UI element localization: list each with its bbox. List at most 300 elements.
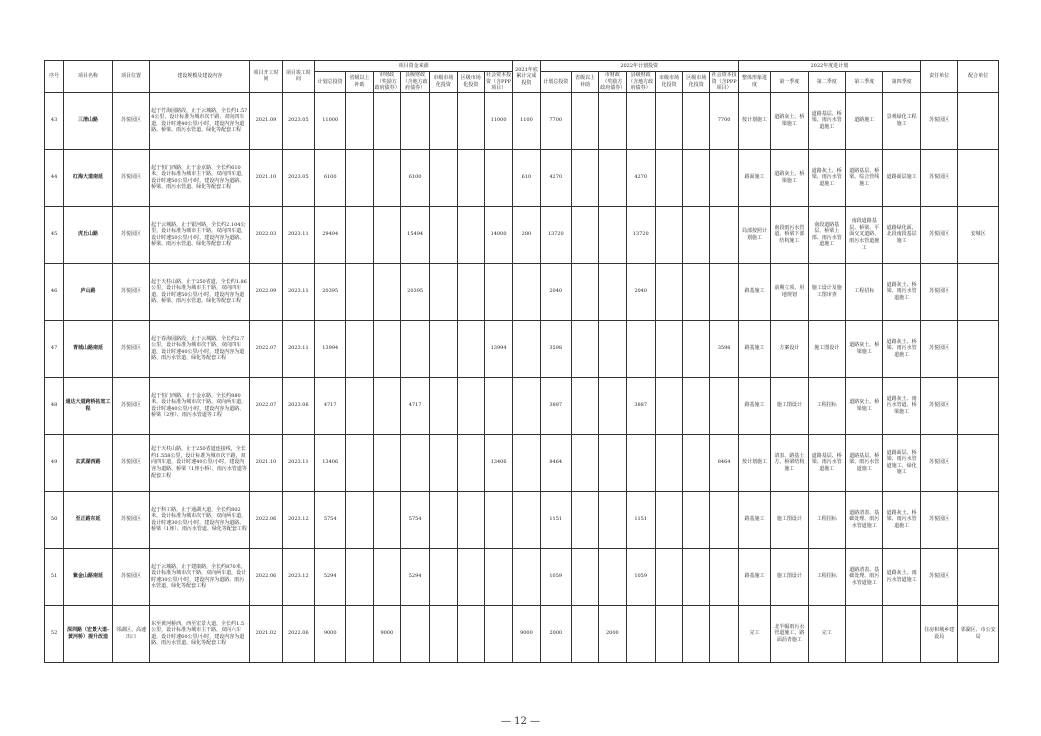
row-funding-4: [430, 548, 457, 605]
row-funding-6: [484, 149, 512, 206]
row-funding-2: [373, 263, 400, 320]
row-location: 苏悦园区: [112, 377, 149, 434]
row-plan-4: [655, 92, 682, 149]
row-scope: 起于竹海园路段，止于云城路，全长约1.574公里，设计标准为城市次干路，双向四车道，设计时速40公里/小时，建设内容为道路、桥梁、雨污水管道、绿化等配套工程: [150, 92, 250, 149]
row-completed: 1100: [513, 92, 540, 149]
row-progress-0: 按计划施工: [738, 434, 770, 491]
row-plan-0: 3598: [540, 320, 571, 377]
row-progress-0: 路基施工: [738, 548, 770, 605]
row-location: 苏悦园区: [112, 263, 149, 320]
row-start: 2022.06: [250, 491, 282, 548]
row-progress-4: 道路灰土、雨污水管道、桥梁施工: [883, 377, 920, 434]
row-scope: 起于云城路，止于建康路，全长约870米，设计标准为城市次干路，双向两车道，设计时速30公里/小时，建设内容为道路、雨污水管道、绿化等配套工程: [150, 548, 250, 605]
row-name: 玄武湖西路: [64, 434, 113, 491]
row-end: 2022.06: [282, 605, 314, 662]
row-start: 2022.06: [250, 548, 282, 605]
row-plan-2: [599, 149, 626, 206]
row-location: 苏悦园区: [112, 434, 149, 491]
row-cooperate: [958, 263, 999, 320]
row-plan-0: 4270: [540, 149, 571, 206]
row-progress-2: 完工: [808, 605, 845, 662]
row-funding-5: [457, 263, 484, 320]
row-progress-3: 工程招标: [846, 263, 883, 320]
row-plan-4: [655, 605, 682, 662]
row-plan-1: [571, 263, 598, 320]
row-seq: 48: [45, 377, 64, 434]
row-funding-1: [346, 434, 373, 491]
header-seq: 序号: [45, 61, 64, 93]
row-plan-4: [655, 434, 682, 491]
row-plan-3: [626, 320, 655, 377]
row-plan-3: 1059: [626, 548, 655, 605]
row-funding-1: [346, 320, 373, 377]
row-funding-0: 9000: [315, 605, 346, 662]
row-progress-4: 道路灰土、桥梁、雨污水管道施工: [883, 320, 920, 377]
row-plan-2: [599, 263, 626, 320]
row-funding-6: [484, 548, 512, 605]
row-plan-3: 2040: [626, 263, 655, 320]
header-responsible: 责任单位: [920, 61, 957, 93]
row-responsible: 苏悦园区: [920, 434, 957, 491]
row-progress-4: 道路面层施工: [883, 149, 920, 206]
row-funding-0: 13406: [315, 434, 346, 491]
row-cooperate: 安城区: [958, 206, 999, 263]
header-progress-4: 第四季度: [883, 72, 920, 93]
row-end: 2023.12: [282, 491, 314, 548]
row-funding-1: [346, 92, 373, 149]
row-plan-1: [571, 491, 598, 548]
row-start: 2022.03: [250, 206, 282, 263]
row-location: 苏悦园区: [112, 320, 149, 377]
row-seq: 45: [45, 206, 64, 263]
row-location: 苏悦园区: [112, 149, 149, 206]
header-end: 项目竣工时间: [282, 61, 314, 93]
row-plan-6: [710, 149, 738, 206]
header-funding-group: 项目资金来源: [315, 61, 513, 72]
row-location: 苏悦园区: [112, 92, 149, 149]
row-plan-3: 1151: [626, 491, 655, 548]
row-progress-0: 按计划施工: [738, 92, 770, 149]
row-funding-0: 4717: [315, 377, 346, 434]
header-funding-4: 市级市场化投资: [430, 72, 457, 93]
row-progress-3: 道路灰土、桥梁施工: [846, 320, 883, 377]
row-funding-5: [457, 206, 484, 263]
header-completed: 2021年底累计完成投资: [513, 61, 540, 93]
row-plan-0: 1151: [540, 491, 571, 548]
header-plan-5: 区级市场化投资: [683, 72, 710, 93]
row-name: 红海大道南延: [64, 149, 113, 206]
row-end: 2023.11: [282, 320, 314, 377]
row-progress-1: 南段雨污水管道、桥梁下部结构施工: [771, 206, 808, 263]
row-progress-3: 道路施工: [846, 92, 883, 149]
row-completed: [513, 548, 540, 605]
row-funding-1: [346, 491, 373, 548]
row-progress-0: 路基施工: [738, 263, 770, 320]
row-progress-3: [846, 605, 883, 662]
row-plan-3: 13720: [626, 206, 655, 263]
row-funding-3: 20395: [400, 263, 429, 320]
row-plan-2: [599, 377, 626, 434]
row-start: 2022.07: [250, 320, 282, 377]
row-plan-1: [571, 434, 598, 491]
row-funding-6: [484, 377, 512, 434]
row-responsible: 苏悦园区: [920, 149, 957, 206]
row-name: 青城山路南延: [64, 320, 113, 377]
table-row: [45, 149, 999, 206]
row-seq: 52: [45, 605, 64, 662]
header-scope: 建设规模及建设内容: [150, 61, 250, 93]
row-end: 2023.05: [282, 149, 314, 206]
row-funding-3: 15494: [400, 206, 429, 263]
row-name: 三清山路: [64, 92, 113, 149]
row-progress-1: 施工图设计: [771, 491, 808, 548]
row-scope: 起于春海园路段，止于云城路，全长约2.7公里，设计标准为城市次干路，双向四车道，设计时速40公里/小时，建设内容为道路、雨污水管道、绿化等配套工程: [150, 320, 250, 377]
row-plan-5: [683, 548, 710, 605]
row-funding-1: [346, 206, 373, 263]
row-progress-1: 施工图设计: [771, 548, 808, 605]
row-end: 2023.06: [282, 377, 314, 434]
row-cooperate: [958, 491, 999, 548]
row-funding-4: [430, 92, 457, 149]
row-scope: 起于天柱山路，止于250省道连接线，全长约1.558公里，设计标准为城市次干路，双向四车道，设计时速40公里/小时，建设内容为道路、桥梁（1座小桥）、雨污水管道等配套工程: [150, 434, 250, 491]
row-progress-2: 施工图设计: [808, 320, 845, 377]
row-plan-1: [571, 206, 598, 263]
row-plan-2: [599, 548, 626, 605]
row-funding-2: [373, 92, 400, 149]
row-funding-2: [373, 548, 400, 605]
row-plan-3: [626, 434, 655, 491]
row-end: 2023.11: [282, 434, 314, 491]
row-funding-2: [373, 377, 400, 434]
row-progress-0: 局部按照计划施工: [738, 206, 770, 263]
table-row: [45, 92, 999, 149]
row-seq: 44: [45, 149, 64, 206]
header-plan-3: 县级财政（含地方政府债券）: [626, 72, 655, 93]
row-plan-6: 3598: [710, 320, 738, 377]
row-end: 2023.05: [282, 92, 314, 149]
row-responsible: 苏悦园区: [920, 92, 957, 149]
row-name: 紫金山路南延: [64, 548, 113, 605]
row-plan-5: [683, 320, 710, 377]
row-cooperate: [958, 320, 999, 377]
row-name: 庐山路: [64, 263, 113, 320]
row-responsible: 苏悦园区: [920, 377, 957, 434]
row-progress-4: 道路灰土、桥梁、雨污水管道施工: [883, 491, 920, 548]
row-funding-4: [430, 491, 457, 548]
row-funding-6: 14000: [484, 206, 512, 263]
row-progress-2: 南段道路基层、桥梁上部、雨污水管道施工: [808, 206, 845, 263]
row-responsible: 住房和城乡建设局: [920, 605, 957, 662]
row-name: 虎丘山路: [64, 206, 113, 263]
row-plan-6: [710, 263, 738, 320]
row-plan-5: [683, 149, 710, 206]
row-cooperate: [958, 548, 999, 605]
row-plan-0: 1059: [540, 548, 571, 605]
row-plan-5: [683, 92, 710, 149]
row-responsible: 苏悦园区: [920, 491, 957, 548]
row-plan-3: [626, 92, 655, 149]
row-seq: 46: [45, 263, 64, 320]
row-plan-1: [571, 377, 598, 434]
row-funding-0: 11000: [315, 92, 346, 149]
row-progress-3: 道路灰土、桥梁施工: [846, 377, 883, 434]
row-completed: 610: [513, 149, 540, 206]
row-progress-4: 道路灰土、桥梁、雨污水管道施工: [883, 263, 920, 320]
table-body: [45, 92, 999, 662]
row-seq: 47: [45, 320, 64, 377]
row-completed: [513, 263, 540, 320]
row-progress-0: 路基施工: [738, 377, 770, 434]
row-cooperate: [958, 377, 999, 434]
row-progress-4: 景观绿化工程施工: [883, 92, 920, 149]
row-plan-2: [599, 92, 626, 149]
row-funding-4: [430, 263, 457, 320]
row-progress-0: 路面施工: [738, 149, 770, 206]
row-plan-1: [571, 320, 598, 377]
row-plan-5: [683, 377, 710, 434]
header-plan-6: 社会资本投资（含PPP项目）: [711, 72, 737, 92]
row-funding-5: [457, 320, 484, 377]
row-progress-4: [883, 605, 920, 662]
row-plan-2: [599, 434, 626, 491]
row-funding-5: [457, 92, 484, 149]
row-plan-1: [571, 92, 598, 149]
row-funding-0: 5294: [315, 548, 346, 605]
row-plan-6: [710, 548, 738, 605]
row-plan-4: [655, 263, 682, 320]
header-funding-0: 计划总投资: [315, 72, 346, 93]
table-row: [45, 548, 999, 605]
row-scope: 起于恒门西路，止于金京路，全长约610米，设计标准为城市主干路，双向四车道，设计时速50公里/小时，建设内容为道路、桥梁、雨污水管道、绿化等配套工程: [150, 149, 250, 206]
row-progress-3: 道路基层、桥梁、综合管线施工: [846, 149, 883, 206]
row-completed: [513, 320, 540, 377]
row-location: 邻湖区、高速出口: [112, 605, 149, 662]
row-plan-6: 7700: [710, 92, 738, 149]
header-progress-group: 2022年度进计划: [738, 61, 920, 72]
table-row: [45, 377, 999, 434]
row-funding-0: 6100: [315, 149, 346, 206]
header-funding-5: 区级市场化投资: [457, 72, 484, 93]
row-funding-5: [457, 605, 484, 662]
row-plan-6: [710, 377, 738, 434]
row-start: 2022.07: [250, 377, 282, 434]
row-start: 2021.09: [250, 92, 282, 149]
row-plan-6: [710, 491, 738, 548]
header-progress-2: 第二季度: [808, 72, 845, 93]
row-progress-2: 道路灰土、桥梁、雨污水管道施工: [808, 149, 845, 206]
table-row: [45, 263, 999, 320]
row-progress-2: 道路基层、桥梁、雨污水管道施工: [808, 92, 845, 149]
row-funding-1: [346, 263, 373, 320]
row-progress-1: 方案设计: [771, 320, 808, 377]
row-cooperate: [958, 149, 999, 206]
row-scope: 起于云城路，止于银河路，全长约2.104公里，设计标准为城市主干路，双向四车道，设计时速50公里/小时，建设内容为道路、桥梁、雨污水管道、绿化等配套工程: [150, 206, 250, 263]
row-seq: 50: [45, 491, 64, 548]
row-funding-5: [457, 434, 484, 491]
row-plan-1: [571, 605, 598, 662]
row-plan-5: [683, 206, 710, 263]
row-funding-3: 5754: [400, 491, 429, 548]
row-progress-1: 道路灰土、桥梁施工: [771, 149, 808, 206]
row-plan-0: 2040: [540, 263, 571, 320]
row-completed: 9000: [513, 605, 540, 662]
row-plan-4: [655, 206, 682, 263]
row-progress-2: 施工设计及施工图审查: [808, 263, 845, 320]
header-plan-1: 省级以上补助: [571, 72, 598, 93]
row-plan-4: [655, 149, 682, 206]
row-funding-3: 4717: [400, 377, 429, 434]
row-responsible: 苏悦园区: [920, 263, 957, 320]
page-number: — 12 —: [500, 716, 541, 727]
row-responsible: 苏悦园区: [920, 206, 957, 263]
row-progress-3: 道路基层、桥梁、雨污水管道施工: [846, 434, 883, 491]
header-funding-3: 县级财政（含地方政府债券）: [400, 72, 429, 93]
row-funding-5: [457, 377, 484, 434]
row-end: 2023.11: [282, 206, 314, 263]
header-funding-2: 市财政（奖励方政府债券）: [374, 72, 400, 92]
row-plan-1: [571, 548, 598, 605]
header-funding-6: 社会资本投资（含PPP项目）: [486, 72, 512, 92]
row-cooperate: [958, 92, 999, 149]
row-funding-1: [346, 149, 373, 206]
header-cooperate: 配合单位: [958, 61, 999, 93]
row-plan-4: [655, 548, 682, 605]
row-progress-0: 路基施工: [738, 491, 770, 548]
row-completed: [513, 377, 540, 434]
table-header: [45, 61, 999, 93]
row-end: 2023.11: [282, 263, 314, 320]
row-plan-2: 2000: [599, 605, 626, 662]
row-plan-3: 4270: [626, 149, 655, 206]
row-start: 2021.02: [250, 605, 282, 662]
row-progress-0: 路基施工: [738, 320, 770, 377]
row-funding-1: [346, 605, 373, 662]
row-progress-4: 道路灰土、雨污水管道施工: [883, 548, 920, 605]
row-plan-4: [655, 320, 682, 377]
project-table-sheet: [44, 60, 999, 663]
row-funding-4: [430, 377, 457, 434]
row-completed: [513, 434, 540, 491]
row-funding-3: [400, 605, 429, 662]
row-name: 至正路东延: [64, 491, 113, 548]
row-responsible: 苏悦园区: [920, 320, 957, 377]
row-funding-0: 29494: [315, 206, 346, 263]
row-funding-2: [373, 491, 400, 548]
header-plan-group: 2022年计划投资: [540, 61, 738, 72]
row-location: 苏悦园区: [112, 206, 149, 263]
header-location: 项目位置: [112, 61, 149, 93]
row-funding-6: 11000: [484, 92, 512, 149]
row-funding-5: [457, 548, 484, 605]
row-cooperate: [958, 434, 999, 491]
row-plan-0: 2000: [540, 605, 571, 662]
row-progress-4: 道路面层、桥梁、雨污水管道施工、绿化施工: [883, 434, 920, 491]
row-funding-0: 13994: [315, 320, 346, 377]
row-plan-6: [710, 206, 738, 263]
row-funding-6: [484, 491, 512, 548]
row-start: 2022.09: [250, 263, 282, 320]
row-end: 2023.12: [282, 548, 314, 605]
row-progress-1: 施工图设计: [771, 377, 808, 434]
row-funding-3: [400, 92, 429, 149]
header-funding-1: 省级以上补助: [346, 72, 373, 93]
row-funding-1: [346, 548, 373, 605]
row-responsible: 苏悦园区: [920, 548, 957, 605]
row-plan-4: [655, 377, 682, 434]
table-row: [45, 605, 999, 662]
row-plan-5: [683, 434, 710, 491]
row-funding-3: [400, 434, 429, 491]
row-plan-2: [599, 320, 626, 377]
row-progress-2: 工程招标: [808, 377, 845, 434]
row-plan-4: [655, 491, 682, 548]
row-progress-2: 工程招标: [808, 491, 845, 548]
row-funding-4: [430, 149, 457, 206]
row-funding-6: 13994: [484, 320, 512, 377]
row-progress-3: 南段道路基层、桥梁、平面交叉道路、雨污水管道施工: [846, 206, 883, 263]
row-progress-0: 完工: [738, 605, 770, 662]
row-plan-6: [710, 605, 738, 662]
row-seq: 43: [45, 92, 64, 149]
row-cooperate: 邻湖区、市公安局: [958, 605, 999, 662]
row-funding-3: 5294: [400, 548, 429, 605]
row-funding-5: [457, 149, 484, 206]
project-table: [44, 60, 999, 663]
row-plan-0: 8464: [540, 434, 571, 491]
table-row: [45, 491, 999, 548]
header-plan-4: 市级市场化投资: [655, 72, 682, 93]
row-seq: 49: [45, 434, 64, 491]
row-progress-2: 工程招标: [808, 548, 845, 605]
row-plan-0: 7700: [540, 92, 571, 149]
header-progress-0: 整体形象进度: [738, 72, 770, 93]
row-progress-3: 道路清表、基础处理、雨污水管道施工: [846, 491, 883, 548]
row-plan-6: 8464: [710, 434, 738, 491]
row-funding-4: [430, 206, 457, 263]
table-row: [45, 320, 999, 377]
row-plan-3: 3887: [626, 377, 655, 434]
row-plan-5: [683, 491, 710, 548]
row-plan-0: 13720: [540, 206, 571, 263]
row-funding-4: [430, 434, 457, 491]
row-name: 深圳路（宏景大道-黄河桥）提升改造: [64, 605, 113, 662]
row-location: 苏悦园区: [112, 491, 149, 548]
row-funding-4: [430, 605, 457, 662]
row-progress-1: 清表、路基土方、桥梁结构施工: [771, 434, 808, 491]
row-seq: 51: [45, 548, 64, 605]
row-progress-1: 前期立项、用地规划: [771, 263, 808, 320]
row-scope: 起于科工路，止于通湖大道，全长约802米，设计标准为城市次干路，双向两车道，设计时速30公里/小时，建设内容为道路、桥梁（1座）、雨污水管道、绿化等配套工程: [150, 491, 250, 548]
row-plan-1: [571, 149, 598, 206]
header-progress-1: 第一季度: [771, 72, 808, 93]
row-funding-2: [373, 149, 400, 206]
header-plan-0: 计划总投资: [540, 72, 571, 93]
row-plan-0: 3887: [540, 377, 571, 434]
header-name: 项目名称: [64, 61, 113, 93]
row-plan-2: [599, 491, 626, 548]
row-funding-0: 20395: [315, 263, 346, 320]
header-plan-2: 市财政（奖励方政府债券）: [600, 72, 626, 92]
row-funding-6: [484, 605, 512, 662]
row-progress-1: 北半幅雨污水管道施工，路面沥青施工: [771, 605, 808, 662]
row-progress-3: 道路清表、基础处理、雨污水管道施工: [846, 548, 883, 605]
row-name: 通达大道跨桥拓宽工程: [64, 377, 113, 434]
row-funding-2: 9000: [373, 605, 400, 662]
row-funding-4: [430, 320, 457, 377]
row-funding-1: [346, 377, 373, 434]
row-funding-2: [373, 320, 400, 377]
table-row: [45, 434, 999, 491]
